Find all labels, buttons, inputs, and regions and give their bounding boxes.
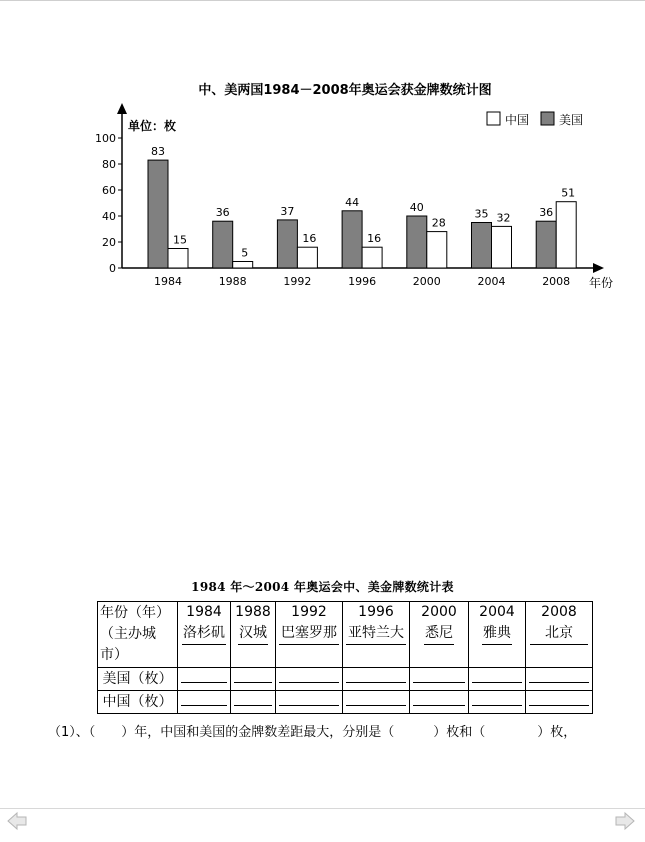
city-text: 北京 [530, 623, 588, 645]
bar-usa [277, 220, 297, 268]
row-label-china: 中国（枚） [98, 691, 178, 714]
y-tick-label: 80 [102, 158, 116, 171]
x-tick-label: 1988 [218, 275, 247, 288]
year-text: 1996 [358, 604, 394, 620]
data-label-usa: 35 [474, 207, 489, 221]
y-tick-label: 40 [102, 210, 116, 223]
chart-title: 中、美两国1984－2008年奥运会获金牌数统计图 [198, 83, 492, 98]
x-tick-label: 2008 [542, 275, 571, 288]
answer-blank [529, 668, 589, 683]
city-text: 汉城 [238, 623, 268, 645]
table-header-cell [469, 602, 526, 668]
bar-usa [472, 223, 492, 269]
year-text: 2008 [541, 604, 577, 620]
city-text: 洛杉矶 [182, 623, 226, 645]
chart-bars [148, 145, 576, 288]
answer-blank [181, 691, 227, 706]
legend-label-china: 中国 [505, 113, 530, 127]
x-axis-arrow [593, 263, 604, 273]
answer-cell[interactable] [276, 691, 343, 714]
answer-cell[interactable] [526, 668, 593, 691]
bar-china [427, 232, 447, 268]
answer-cell[interactable] [343, 691, 410, 714]
bar-china [556, 202, 576, 268]
y-tick-label: 60 [102, 184, 116, 197]
bar-china [492, 226, 512, 268]
table-row-usa [98, 668, 593, 691]
answer-cell[interactable] [469, 691, 526, 714]
answer-blank [529, 691, 589, 706]
answer-blank [234, 668, 272, 683]
table-header-cell [231, 602, 276, 668]
x-tick-label: 2000 [412, 275, 441, 288]
answer-blank [413, 668, 465, 683]
answer-cell[interactable] [231, 691, 276, 714]
bar-china [233, 262, 253, 269]
answer-blank [181, 668, 227, 683]
table-header-cell [343, 602, 410, 668]
data-label-china: 16 [302, 232, 317, 246]
answer-cell[interactable] [178, 668, 231, 691]
answer-blank [413, 691, 465, 706]
bar-usa [407, 216, 427, 268]
data-label-china: 28 [431, 216, 446, 230]
city-text: 巴塞罗那 [279, 623, 339, 645]
answer-blank [472, 691, 522, 706]
row-label-usa: 美国（枚） [98, 668, 178, 691]
bar-usa [536, 221, 556, 268]
y-axis-arrow [117, 103, 127, 114]
bar-china [297, 247, 317, 268]
city-text: 雅典 [482, 623, 512, 645]
question-text: （1）、（ ）年，中国和美国的金牌数差距最大，分别是（ ）枚和（ ）枚， [48, 725, 577, 740]
legend-label-usa: 美国 [559, 113, 584, 127]
answer-cell[interactable] [410, 668, 469, 691]
city-text: 亚特兰大 [346, 623, 406, 645]
data-label-usa: 40 [409, 201, 424, 214]
y-tick-label: 100 [95, 132, 116, 145]
x-tick-label: 2004 [477, 275, 506, 288]
answer-blank [234, 691, 272, 706]
answer-cell[interactable] [343, 668, 410, 691]
data-label-china: 5 [241, 246, 249, 260]
y-axis-label: 单位：枚 [128, 119, 177, 133]
year-text: 2004 [479, 604, 515, 620]
table-header-cell [526, 602, 593, 668]
data-label-china: 16 [367, 232, 382, 246]
chart-legend [487, 112, 583, 127]
table-row-china [98, 691, 593, 714]
answer-blank [279, 691, 339, 706]
data-label-usa: 37 [280, 204, 295, 218]
bar-usa [213, 221, 233, 268]
x-axis-label: 年份 [589, 276, 614, 290]
bar-usa [148, 160, 168, 268]
arrow-right-icon[interactable] [614, 810, 636, 832]
gold-medal-bar-chart [0, 0, 645, 300]
answer-blank [279, 668, 339, 683]
bottom-rule [0, 808, 645, 809]
table-header-label [98, 602, 178, 668]
year-text: 1984 [186, 604, 222, 620]
answer-blank [472, 668, 522, 683]
table-header-cell [178, 602, 231, 668]
answer-blank [346, 668, 406, 683]
legend-swatch-usa [541, 112, 554, 125]
header-label-text: 年份（年）（主办城市） [100, 605, 170, 663]
bar-china [168, 249, 188, 269]
x-tick-label: 1992 [283, 275, 312, 288]
data-label-usa: 36 [539, 206, 554, 220]
answer-cell[interactable] [526, 691, 593, 714]
y-tick-label: 20 [102, 236, 116, 249]
answer-cell[interactable] [276, 668, 343, 691]
bar-china [362, 247, 382, 268]
arrow-left-icon[interactable] [6, 810, 28, 832]
data-label-usa: 83 [151, 145, 165, 159]
city-text: 悉尼 [424, 623, 454, 645]
data-label-usa: 36 [215, 206, 230, 220]
medal-stats-table [97, 601, 593, 714]
answer-cell[interactable] [410, 691, 469, 714]
table-title: 1984 年～2004 年奥运会中、美金牌数统计表 [191, 580, 454, 594]
year-text: 1988 [235, 604, 271, 620]
table-header-cell [410, 602, 469, 668]
legend-swatch-china [487, 112, 500, 125]
x-tick-label: 1984 [154, 275, 182, 288]
data-label-usa: 44 [345, 195, 360, 209]
bar-usa [342, 211, 362, 268]
table-header-row [98, 602, 593, 668]
answer-cell[interactable] [178, 691, 231, 714]
data-label-china: 32 [496, 211, 511, 225]
x-tick-label: 1996 [348, 275, 377, 288]
year-text: 1992 [291, 604, 327, 620]
data-label-china: 51 [561, 186, 576, 200]
answer-blank [346, 691, 406, 706]
y-tick-label: 0 [109, 262, 116, 275]
answer-cell[interactable] [231, 668, 276, 691]
data-label-china: 15 [173, 233, 187, 247]
year-text: 2000 [421, 604, 457, 620]
table-header-cell [276, 602, 343, 668]
answer-cell[interactable] [469, 668, 526, 691]
